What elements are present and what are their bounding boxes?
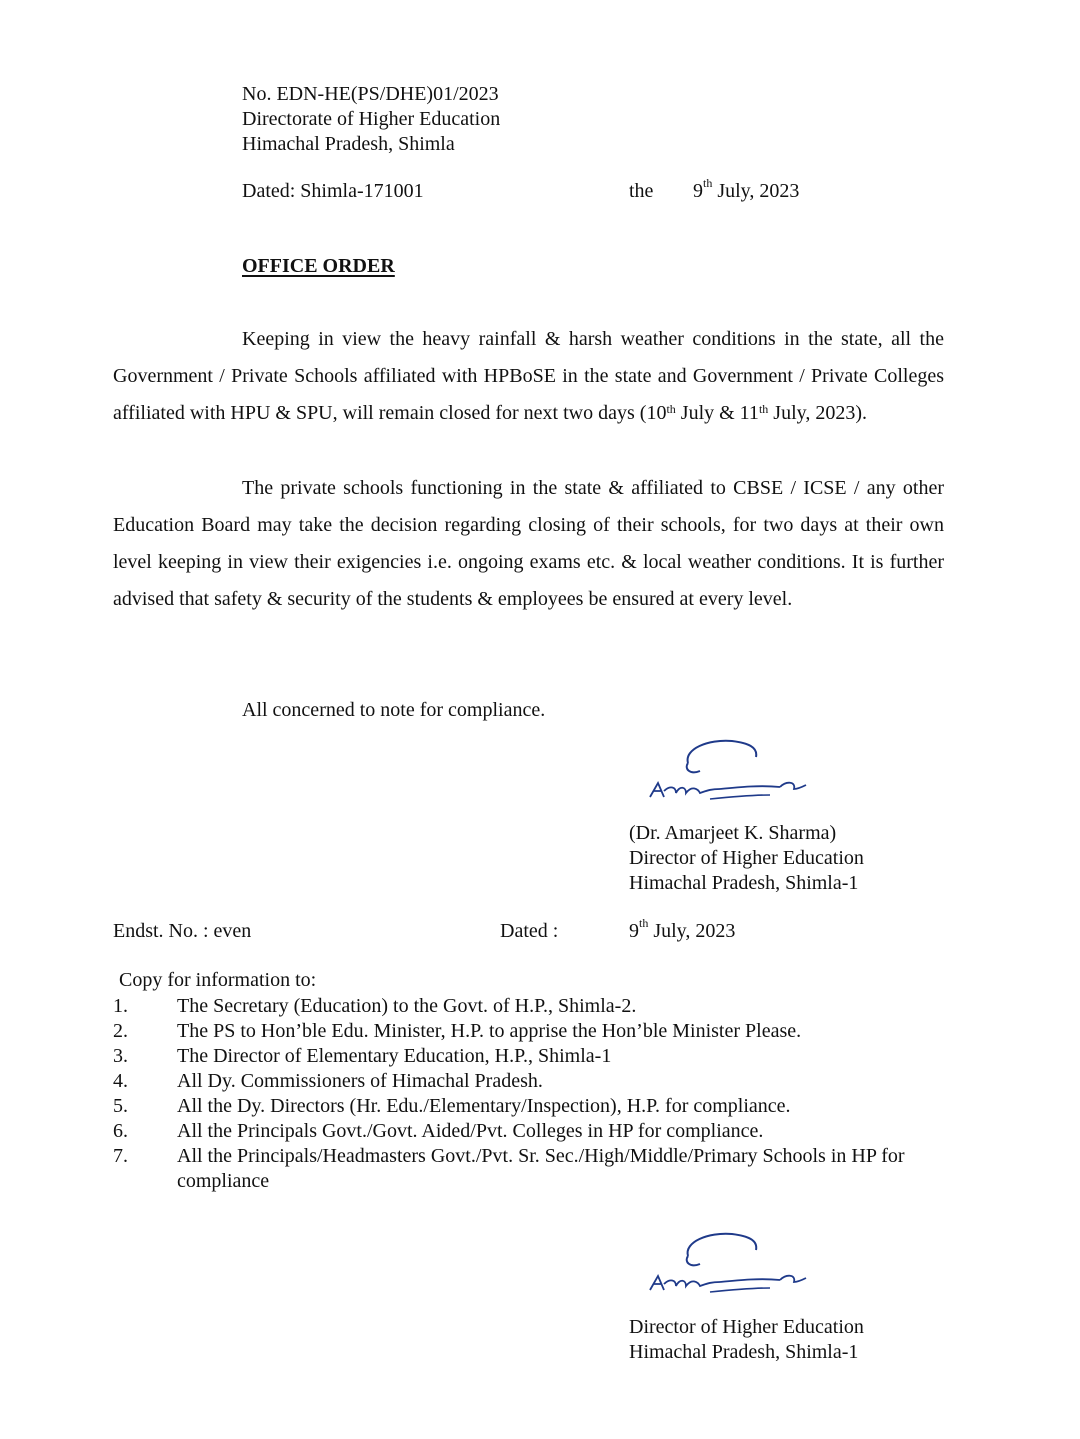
copy-item-number: 1. <box>113 995 128 1017</box>
copy-heading: Copy for information to: <box>119 969 317 991</box>
copy-list <box>113 994 963 1194</box>
endorsement-date-day: 9 <box>629 920 639 942</box>
copy-item-text: The Director of Elementary Education, H.P., Shimla-1 <box>177 1045 612 1067</box>
copy-item <box>113 1044 963 1069</box>
signatory-place: Himachal Pradesh, Shimla-1 <box>629 872 859 894</box>
copy-item-number: 7. <box>113 1145 128 1167</box>
footer-signatory-place: Himachal Pradesh, Shimla-1 <box>629 1341 859 1363</box>
paragraph-1-sup-2: th <box>758 402 769 416</box>
copy-item-text: The PS to Hon’ble Edu. Minister, H.P. to apprise the Hon’ble Minister Please. <box>177 1020 802 1042</box>
copy-item-text: The Secretary (Education) to the Govt. of H.P., Shimla-2. <box>177 995 637 1017</box>
endorsement-dated-label: Dated : <box>500 920 559 942</box>
copy-item <box>113 1019 963 1044</box>
signatory-name: (Dr. Amarjeet K. Sharma) <box>629 822 837 844</box>
paragraph-1 <box>113 321 944 432</box>
footer-signatory-block <box>629 1315 864 1365</box>
order-date-rest: July, 2023 <box>712 180 800 202</box>
copy-item <box>113 994 963 1019</box>
document-title: OFFICE ORDER <box>242 255 395 277</box>
order-date-suffix: th <box>703 176 713 190</box>
dated-label: Dated: Shimla-171001 <box>242 180 424 202</box>
paragraph-1-text-a: Keeping in view the heavy rainfall & harsh weather conditions in the state, all the Government / Private Schools affiliated with HPBoSE in the state and Government / Private Colleges affiliated with HPU & SPU, will remain closed for next two days (10 <box>113 328 944 424</box>
copy-item-number: 3. <box>113 1045 128 1067</box>
copy-item-number: 5. <box>113 1095 128 1117</box>
paragraph-2 <box>113 470 944 618</box>
signatory-block <box>629 821 864 896</box>
copy-item-text: All Dy. Commissioners of Himachal Pradesh. <box>177 1070 543 1092</box>
copy-item-text: All the Dy. Directors (Hr. Edu./Elementary/Inspection), H.P. for compliance. <box>177 1095 791 1117</box>
signatory-designation: Director of Higher Education <box>629 847 864 869</box>
office-place: Himachal Pradesh, Shimla <box>242 133 455 155</box>
endorsement-date-suffix: th <box>639 916 649 930</box>
endorsement-number: Endst. No. : even <box>113 920 252 942</box>
paragraph-2-text: The private schools functioning in the state & affiliated to CBSE / ICSE / any other Education Board may take the decision regarding closing of their schools, for two days at their own level keeping in view their exigencies i.e. ongoing exams etc. & local weather conditions. It is further advised that safety & security of the students & employees be ensured at every level. <box>113 477 944 610</box>
endorsement-date <box>629 916 736 943</box>
endorsement-date-rest: July, 2023 <box>648 920 736 942</box>
copy-item-number: 6. <box>113 1120 128 1142</box>
copy-item <box>113 1144 963 1194</box>
copy-item-text: All the Principals Govt./Govt. Aided/Pvt. Colleges in HP for compliance. <box>177 1120 764 1142</box>
order-date-day: 9 <box>693 180 703 202</box>
copy-item <box>113 1094 963 1119</box>
footer-signature-image <box>640 1228 820 1303</box>
copy-item-number: 4. <box>113 1070 128 1092</box>
copy-item <box>113 1069 963 1094</box>
footer-signatory-designation: Director of Higher Education <box>629 1316 864 1338</box>
paragraph-1-text-b: July & 11 <box>675 402 759 424</box>
order-date <box>693 176 800 203</box>
reference-number: No. EDN-HE(PS/DHE)01/2023 <box>242 83 499 105</box>
office-name: Directorate of Higher Education <box>242 108 501 130</box>
paragraph-1-sup-1: th <box>666 402 676 416</box>
header-block <box>242 82 500 157</box>
copy-item <box>113 1119 963 1144</box>
the-label: the <box>629 180 654 202</box>
paragraph-1-text-c: July, 2023). <box>768 402 867 424</box>
signature-image <box>640 735 820 810</box>
compliance-note: All concerned to note for compliance. <box>242 699 546 721</box>
copy-item-text: All the Principals/Headmasters Govt./Pvt. Sr. Sec./High/Middle/Primary Schools in HP for compliance <box>177 1145 905 1192</box>
copy-item-number: 2. <box>113 1020 128 1042</box>
